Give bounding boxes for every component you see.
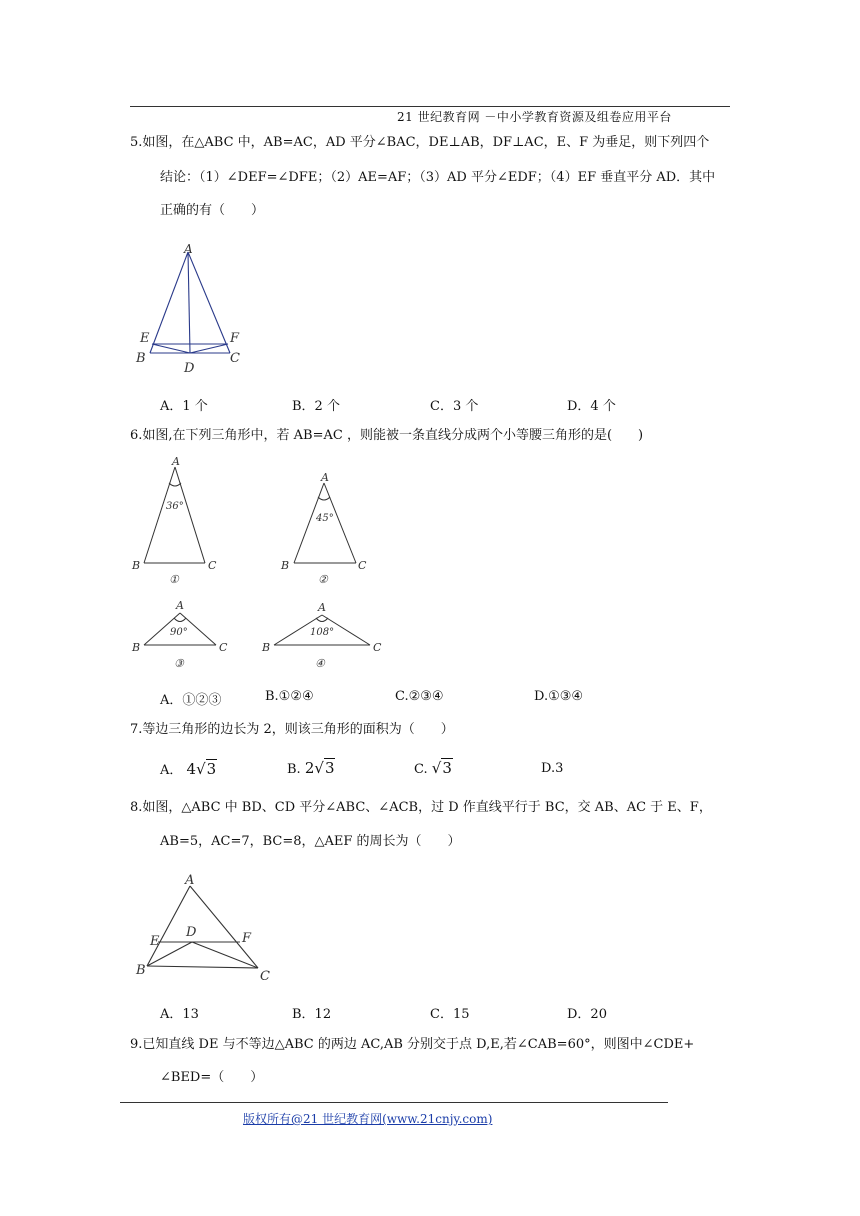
q7-option-b-label: B. xyxy=(287,762,301,777)
q6-t3-label-c: C xyxy=(219,641,228,654)
q6-option-c[interactable]: C.②③④ xyxy=(395,689,444,704)
q6-t4-num: ④ xyxy=(315,657,325,670)
q6-t3-angle: 90° xyxy=(170,627,188,638)
header-rule xyxy=(130,106,730,107)
q5-label-e: E xyxy=(140,331,150,346)
q6-t3-label-b: B xyxy=(132,641,141,654)
q5-label-d: D xyxy=(184,361,195,376)
q6-option-b[interactable]: B.①②④ xyxy=(265,689,314,704)
q8-label-b: B xyxy=(136,963,146,978)
q6-t3-label-a: A xyxy=(176,599,184,612)
q7-option-a-value: 4√3 xyxy=(186,760,217,778)
q8-label-f: F xyxy=(242,931,252,946)
q5-label-f: F xyxy=(230,331,240,346)
q5-label-b: B xyxy=(136,351,146,366)
q6-t1-label-c: C xyxy=(208,559,217,572)
q5-label-c: C xyxy=(230,351,240,366)
footer-rule xyxy=(120,1102,668,1103)
q6-t4-label-c: C xyxy=(373,641,382,654)
q6-t2-label-b: B xyxy=(281,559,290,572)
q5-option-b[interactable]: B．2 个 xyxy=(292,399,340,414)
q5-option-a[interactable]: A．1 个 xyxy=(160,399,208,414)
q6-line1: 6.如图,在下列三角形中，若 AB=AC ，则能被一条直线分成两个小等腰三角形的是( ) xyxy=(130,428,644,443)
q7-option-d[interactable]: D.3 xyxy=(541,761,564,776)
q8-label-d: D xyxy=(186,925,197,940)
q8-line1: 8.如图，△ABC 中 BD、CD 平分∠ABC、∠ACB，过 D 作直线平行于 BC，交 AB、AC 于 E、F， xyxy=(130,800,712,815)
q7-option-c[interactable] xyxy=(414,759,453,777)
q8-line2: AB=5，AC=7，BC=8，△AEF 的周长为（ ） xyxy=(160,834,461,849)
q6-t1-num: ① xyxy=(169,573,179,586)
q6-figure xyxy=(128,455,398,675)
q5-option-d[interactable]: D．4 个 xyxy=(567,399,616,414)
q6-t1-label-a: A xyxy=(172,455,180,468)
q9-line2: ∠BED=（ ） xyxy=(160,1070,264,1085)
q7-option-a-label: A． xyxy=(160,763,183,778)
q9-line1: 9.已知直线 DE 与不等边△ABC 的两边 AC,AB 分别交于点 D,E,若∠CAB=60°，则图中∠CDE+ xyxy=(130,1037,695,1052)
q7-option-a[interactable] xyxy=(160,759,217,778)
q8-option-d[interactable]: D．20 xyxy=(567,1007,607,1022)
header-text: 21 世纪教育网 －中小学教育资源及组卷应用平台 xyxy=(397,110,672,124)
q6-t2-num: ② xyxy=(318,573,328,586)
q6-option-a[interactable]: A．①②③ xyxy=(160,693,222,708)
q6-t2-label-a: A xyxy=(321,471,329,484)
q5-line3: 正确的有（ ） xyxy=(160,203,265,218)
q7-line1: 7.等边三角形的边长为 2，则该三角形的面积为（ ） xyxy=(130,722,454,737)
q5-label-a: A xyxy=(184,242,193,256)
q7-option-b-value: 2√3 xyxy=(304,759,335,777)
q6-t1-label-b: B xyxy=(132,559,141,572)
q6-t4-label-b: B xyxy=(262,641,271,654)
q8-option-b[interactable]: B．12 xyxy=(292,1007,332,1022)
q7-option-b[interactable] xyxy=(287,759,335,777)
q5-line2: 结论：（1）∠DEF=∠DFE；（2）AE=AF；（3）AD 平分∠EDF；（4）EF 垂直平分 AD．其中 xyxy=(160,170,716,185)
q5-figure xyxy=(130,240,250,380)
q6-t4-label-a: A xyxy=(318,601,326,614)
q7-option-c-value: √3 xyxy=(431,759,452,777)
q6-t3-num: ③ xyxy=(174,657,184,670)
q8-option-a[interactable]: A．13 xyxy=(160,1007,199,1022)
q5-line1: 5.如图，在△ABC 中，AB=AC，AD 平分∠BAC，DE⊥AB，DF⊥AC，E、F 为垂足，则下列四个 xyxy=(130,135,710,150)
q8-label-c: C xyxy=(260,969,270,984)
q5-option-c[interactable]: C．3 个 xyxy=(430,399,479,414)
q6-t4-angle: 108° xyxy=(310,627,335,638)
q6-t2-label-c: C xyxy=(358,559,367,572)
q8-option-c[interactable]: C．15 xyxy=(430,1007,470,1022)
q7-option-c-label: C. xyxy=(414,762,428,777)
q8-label-a: A xyxy=(185,873,195,888)
q6-option-d[interactable]: D.①③④ xyxy=(534,689,584,704)
footer-copyright-link[interactable]: 版权所有@21 世纪教育网(www.21cnjy.com) xyxy=(243,1112,493,1126)
q6-t2-angle: 45° xyxy=(316,513,334,524)
q8-figure xyxy=(130,870,280,986)
q6-t1-angle: 36° xyxy=(166,501,184,512)
q8-label-e: E xyxy=(150,934,160,949)
